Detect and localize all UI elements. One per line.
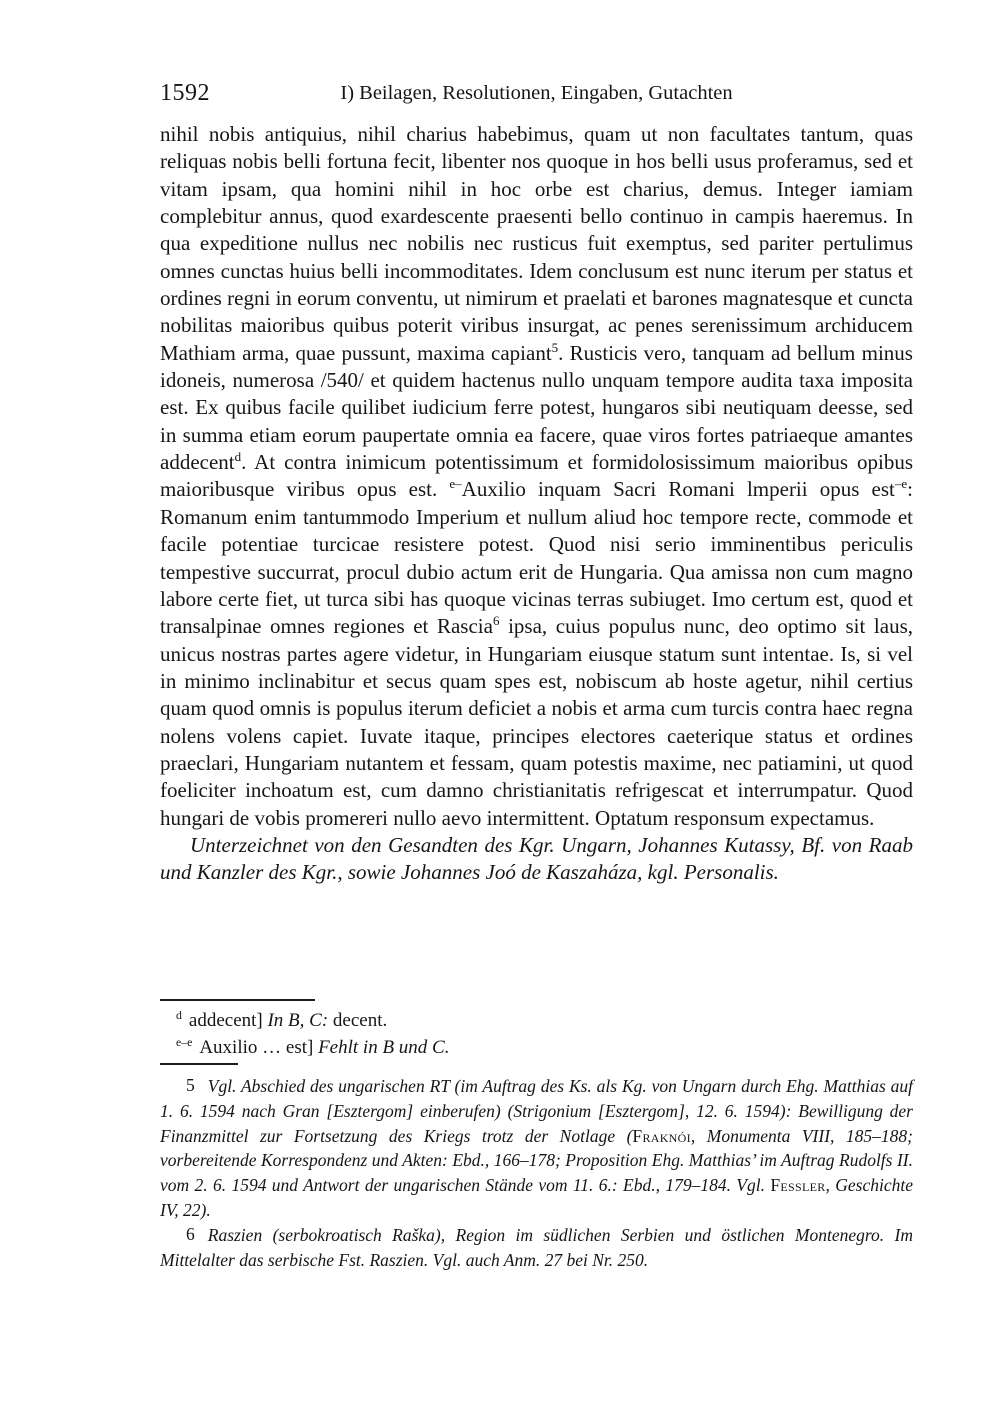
main-text-block — [160, 121, 913, 887]
apparatus-note-mark: d — [176, 1008, 182, 1022]
footnote — [160, 1223, 913, 1273]
signature-paragraph: Unterzeichnet von den Gesandten des Kgr. Ungarn, Johannes Kutassy, Bf. von Raab und Kanzler des Kgr., sowie Johannes Joó de Kaszaháza, kgl. Personalis. — [160, 832, 913, 885]
footnotes-block — [160, 1063, 913, 1272]
footnote-text: Raszien (serbokroatisch Raška), Region im südlichen Serbien und östlichen Montenegro. Im Mittelalter das serbische Fst. Raszien. Vgl. auch Anm. 27 bei Nr. 250. — [160, 1224, 913, 1270]
footnote-number: 5 — [186, 1075, 195, 1095]
critical-apparatus — [160, 999, 913, 1061]
footnote-number: 6 — [186, 1223, 195, 1244]
page-number: 1592 — [160, 80, 210, 106]
apparatus-note-mark: e–e — [176, 1035, 193, 1049]
footnote-separator-rule — [160, 1063, 238, 1065]
apparatus-note — [160, 1007, 913, 1034]
running-header: I) Beilagen, Resolutionen, Eingaben, Gutachten — [340, 82, 733, 104]
latin-paragraph: nihil nobis antiquius, nihil charius habebimus, quam ut non facultates tantum, quas reliquas nobis belli fortuna fecit, libenter nos quoque in hos belli usus proferamus, sed et vitam ipsam, qua homini nihil in hoc orbe est charius, demus. Integer iamiam complebitur annus, quod exardescente praesenti bello continuo in campis haeremus. In qua expeditione nullus nec nobilis nec rusticus fuit exemptus, sed pariter pertulimus omnes cunctas huius belli incommoditates. Idem conclusum est nunc iterum per status et ordines regni in eorum conventu, ut nimirum et praelati et barones magnatesque et cuncta nobilitas maioribus quibus poterit viribus insurgat, ac penes serenissimum archiducem Mathiam arma, quae pussunt, maxima capiant$^5$. Rusticis vero, tanquam ad bellum minus idoneis, numerosa /540/ et quidem hactenus nullo unquam tempore audita taxa imposita est. Ex quibus facile quilibet iudicium ferre potest, hungaros sibi neutiquam deesse, sed in summa etiam eorum paupertate omnia ea facere, quae viros fortes patriaeque amantes addecent$^d$. At contra inimicum potentissimum et formidolosissimum maioribus opibus maioribusque viribus opus est. $^{e-}$Auxilio inquam Sacri Romani lmperii opus est$^{-e}$: Romanum enim tantummodo Imperium et nullum aliud hoc tempore recte, commode et facile potentiae turcicae resistere potest. Quod nisi serio imminentibus periculis tempestive succurrat, procul dubio actum erit de Hungaria. Qua amissa non cum magno labore certe fiet, ut turca sibi has quoque vicinas terras subiuget. Imo certum est, quod et transalpinae omnes regiones et Rascia$^6$ ipsa, cuius populus nunc, deo optimo sit laus, unicus nostras partes agere videtur, in Hungariam eiusque statum sunt intentae. Is, si vel in minimo inclinabitur et secus quam spes est, nobiscum ab hoste agetur, nihil certius quam quod omnis is populus iterum deficiet a nobis et arma cum turcis contra haec regna nolens volens capiet. Iuvate itaque, principes electores caeterique status et ordines praeclari, Hungariam nutantem et fessam, quam potestis maxime, nec patiamini, ut quod foeliciter inchoatum est, cum damno christianitatis refrigescat et interrumpatur. Quod hungari de vobis promereri nullo aevo intermittent. Optatum responsum expectamus. — [160, 122, 913, 830]
page-header — [160, 80, 913, 110]
footnote-text: Vgl. Abschied des ungarischen RT (im Auftrag des Ks. als Kg. von Ungarn durch Ehg. Matthias auf 1. 6. 1594 nach Gran [Esztergom] einberufen) (Strigonium [Esztergom], 12. 6. 1594): Bewilligung der Finanzmittel zur Fortsetzung des Kriegs trotz der Notlage (Fraknói, Monumenta VIII, 185–188; vorbereitende Korrespondenz und Akten: Ebd., 166–178; Proposition Ehg. Matthias’ im Auftrag Rudolfs II. vom 2. 6. 1594 und Antwort der ungarischen Stände vom 11. 6.: Ebd., 179–184. Vgl. Fessler, Geschichte IV, 22). — [160, 1076, 913, 1220]
apparatus-separator-rule — [160, 999, 315, 1001]
footnote — [160, 1074, 913, 1223]
apparatus-note-text: addecent] In B, C: decent. — [188, 1010, 388, 1031]
apparatus-note-text: Auxilio … est] Fehlt in B und C. — [199, 1037, 450, 1058]
apparatus-note — [160, 1034, 913, 1061]
